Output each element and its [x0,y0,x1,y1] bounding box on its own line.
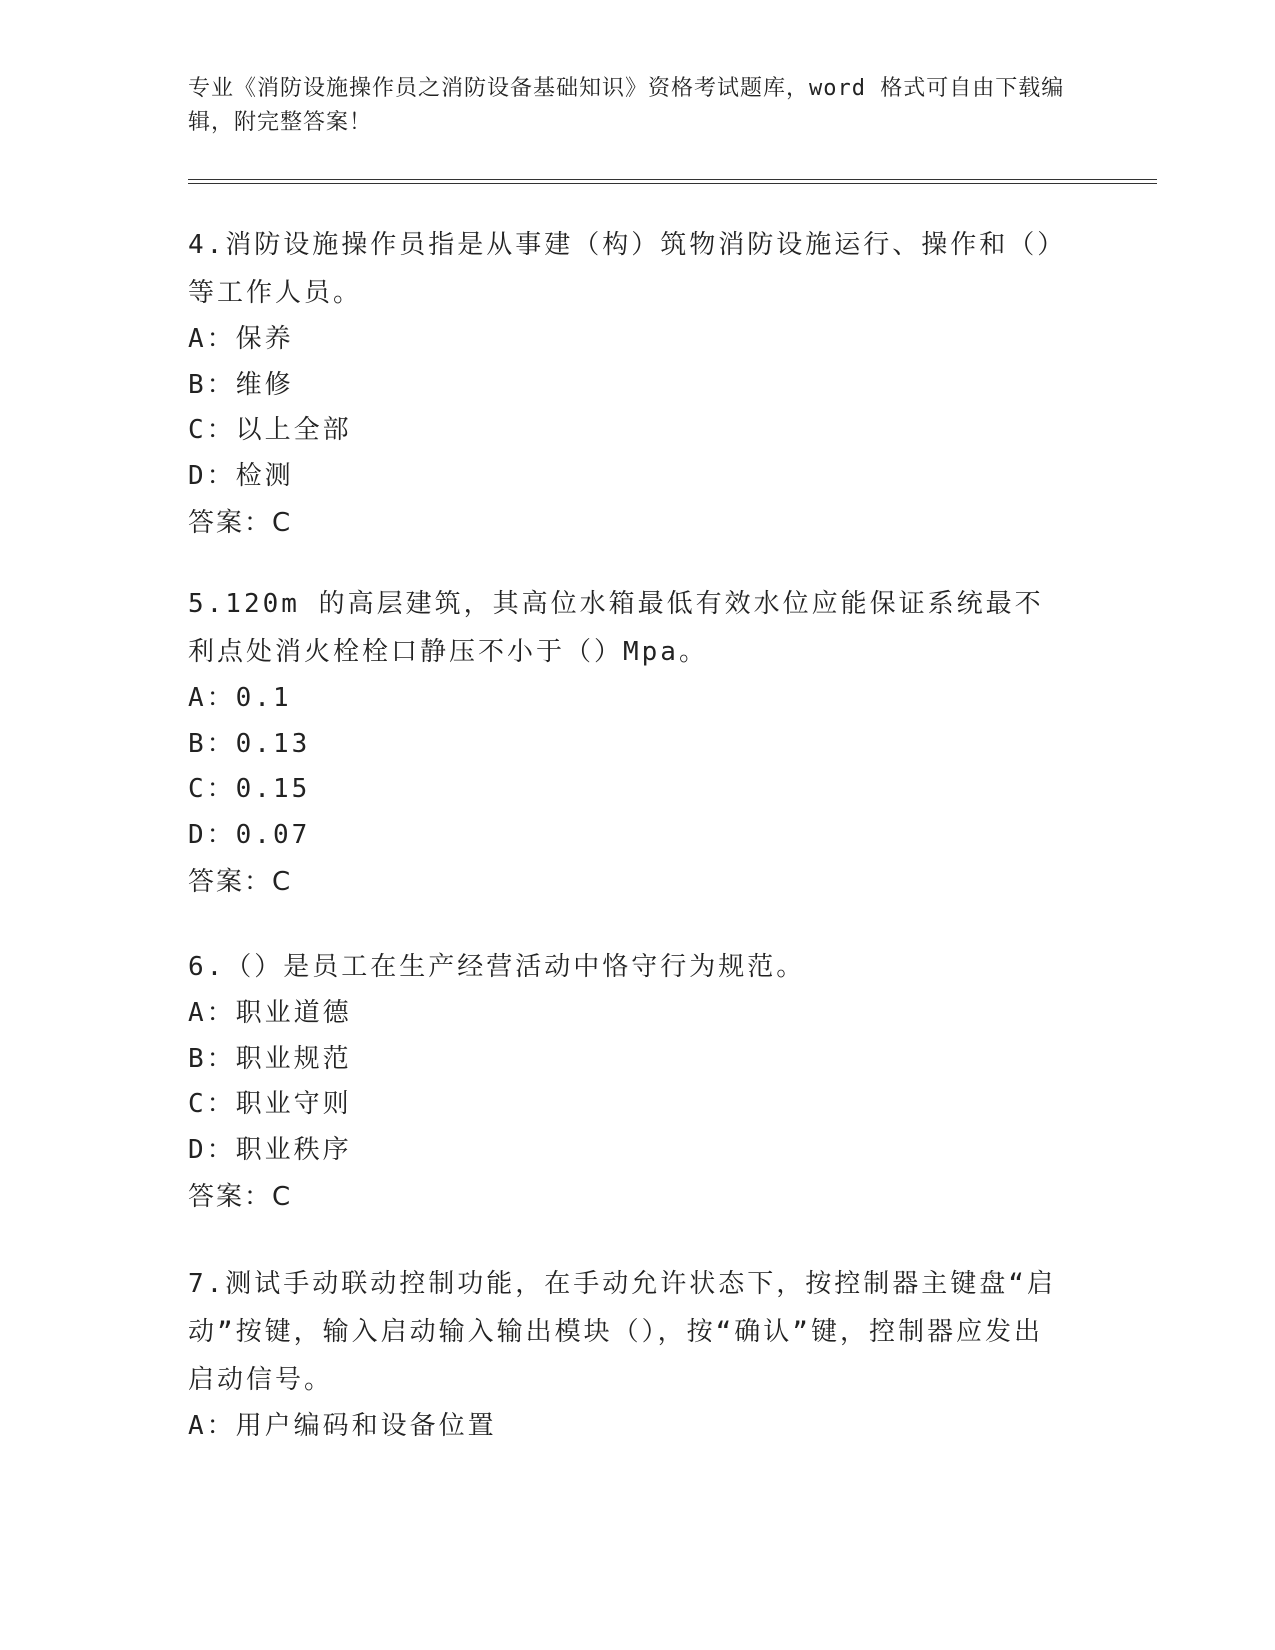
option-a: A：用户编码和设备位置 [188,1411,497,1441]
question-stem: 7.测试手动联动控制功能，在手动允许状态下，按控制器主键盘“启动”按键，输入启动输入输出模块（），按“确认”键，控制器应发出启动信号。 [188,1269,1056,1395]
question-stem: 5.120m 的高层建筑，其高位水箱最低有效水位应能保证系统最不利点处消火栓栓口静压不小于（）Mpa。 [188,589,1044,667]
header-divider [188,179,1157,184]
option-c: C：职业守则 [188,1089,352,1119]
question-4 [188,221,1068,547]
option-a: A：0.1 [188,683,292,713]
option-a: A：保养 [188,324,294,354]
option-d: D：检测 [188,460,294,491]
answer-line: 答案：C [188,867,293,897]
document-header: 专业《消防设施操作员之消防设备基础知识》资格考试题库，word 格式可自由下载编辑，附完整答案！ [188,76,1065,135]
question-7 [188,1260,1068,1450]
question-6 [188,943,1068,1221]
question-stem: 4.消防设施操作员指是从事建（构）筑物消防设施运行、操作和（）等工作人员。 [188,230,1067,308]
option-b: B：职业规范 [188,1043,352,1074]
option-b: B：0.13 [188,728,311,759]
question-stem: 6.（）是员工在生产经营活动中恪守行为规范。 [188,952,806,982]
option-c: C：以上全部 [188,415,352,445]
answer-line: 答案：C [188,1182,293,1212]
answer-line: 答案：C [188,508,293,538]
question-5 [188,580,1068,906]
option-c: C：0.15 [188,774,311,804]
option-d: D：0.07 [188,819,311,850]
option-b: B：维修 [188,369,294,400]
option-d: D：职业秩序 [188,1134,352,1165]
option-a: A：职业道德 [188,998,352,1028]
